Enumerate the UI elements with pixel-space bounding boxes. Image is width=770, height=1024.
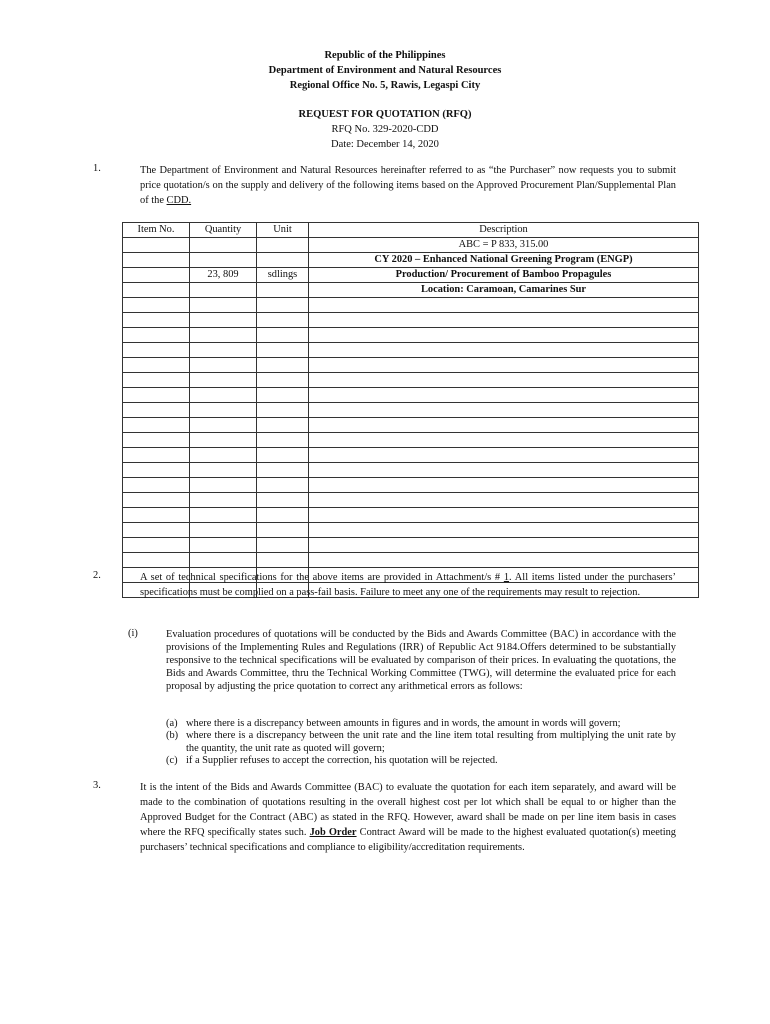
table-row	[123, 463, 699, 478]
table-row	[123, 538, 699, 553]
table-row	[123, 298, 699, 313]
section-2-body-start: A set of technical specifications for the above items are provided in Attachment/s #	[140, 572, 504, 583]
quantity-cell: 23, 809	[190, 268, 257, 283]
sub-item-c-label: (c)	[166, 755, 178, 766]
table-row	[123, 373, 699, 388]
table-row	[123, 238, 699, 253]
program-cell: CY 2020 – Enhanced National Greening Program (ENGP)	[309, 253, 699, 268]
col-header-quantity: Quantity	[190, 223, 257, 238]
sub-item-a-label: (a)	[166, 718, 178, 729]
col-header-description: Description	[309, 223, 699, 238]
section-3-body-end: Contract Award will be made to the highest evaluated quotation(s) meeting purchasers’ technical specifications and compliance to eligibility/accreditation requirements.	[140, 827, 677, 853]
unit-cell: sdlings	[257, 268, 309, 283]
sub-item-b-text: where there is a discrepancy between the unit rate and the line item total resulting from multiplying the unit rate by the quantity, the unit rate as quoted will govern;	[186, 730, 676, 754]
section-1-number: 1.	[93, 163, 101, 174]
letterhead	[0, 48, 770, 93]
location-cell: Location: Caramoan, Camarines Sur	[309, 283, 699, 298]
table-row	[123, 283, 699, 298]
section-i-number: (i)	[128, 628, 138, 639]
header-regional-office: Regional Office No. 5, Rawis, Legaspi City	[289, 80, 481, 91]
section-2-text	[140, 570, 676, 600]
section-1-body: The Department of Environment and Natural Resources hereinafter referred to as “the Purchaser” now requests you to submit price quotation/s on the supply and delivery of the following items based on the Approved Procurement Plan/Supplemental Plan of the	[140, 165, 676, 206]
rfq-heading	[0, 107, 770, 152]
table-row	[123, 388, 699, 403]
table-row	[123, 253, 699, 268]
table-row	[123, 493, 699, 508]
items-table	[122, 222, 699, 598]
table-row	[123, 448, 699, 463]
table-row	[123, 403, 699, 418]
table-row	[123, 553, 699, 568]
rfq-date: Date: December 14, 2020	[331, 139, 439, 150]
table-row	[123, 313, 699, 328]
sub-item-c-text: if a Supplier refuses to accept the correction, his quotation will be rejected.	[186, 755, 498, 766]
header-department: Department of Environment and Natural Resources	[268, 65, 502, 76]
table-row	[123, 268, 699, 283]
sub-item-b-label: (b)	[166, 730, 179, 741]
section-i-text: Evaluation procedures of quotations will be conducted by the Bids and Awards Committee (BAC) in accordance with the provisions of the Implementing Rules and Regulations (IRR) of Republic Act 9184.Offers determined to be substantially responsive to the technical specifications will be evaluated by comparison of their prices. In evaluating the quotations, the Bids and Awards Committee, thru the Technical Working Committee (TWG), will determine the evaluated price for each proposal by adjusting the price quotation to correct any arithmetical errors as follows:	[166, 629, 676, 692]
table-row	[123, 523, 699, 538]
rfq-title: REQUEST FOR QUOTATION (RFQ)	[298, 109, 472, 120]
section-2-body-end: . All items listed under the purchasers’ specifications must be complied on a pass-fail basis. Failure to meet any one of the requirements may result to rejection.	[140, 572, 676, 598]
table-row	[123, 358, 699, 373]
table-header-row	[123, 223, 699, 238]
section-1-text	[140, 163, 676, 208]
table-row	[123, 433, 699, 448]
production-cell: Production/ Procurement of Bamboo Propagules	[309, 268, 699, 283]
section-3-number: 3.	[93, 780, 101, 791]
col-header-unit: Unit	[257, 223, 309, 238]
attachment-number: 1	[503, 572, 510, 583]
section-3-text	[140, 780, 676, 855]
table-row	[123, 478, 699, 493]
table-row	[123, 328, 699, 343]
col-header-item-no: Item No.	[123, 223, 190, 238]
section-1-office-link: CDD.	[166, 195, 192, 206]
table-row	[123, 343, 699, 358]
abc-cell: ABC = P 833, 315.00	[309, 238, 699, 253]
section-3-body-start: It is the intent of the Bids and Awards Committee (BAC) to evaluate the quotation for each item separately, and award will be made to the combination of quotations resulting in the overall highest cost per lot which shall be equal to or higher than the Approved Budget for the Contract (ABC) as stated in the RFQ. However, award shall be made on per line item basis in cases where the RFQ specifically states such.	[140, 782, 676, 838]
table-row	[123, 418, 699, 433]
section-2-number: 2.	[93, 570, 101, 581]
header-republic: Republic of the Philippines	[324, 50, 446, 61]
sub-item-a-text: where there is a discrepancy between amounts in figures and in words, the amount in words will govern;	[186, 718, 621, 729]
rfq-number: RFQ No. 329-2020-CDD	[331, 124, 439, 135]
job-order-label: Job Order	[309, 827, 357, 838]
table-row	[123, 508, 699, 523]
